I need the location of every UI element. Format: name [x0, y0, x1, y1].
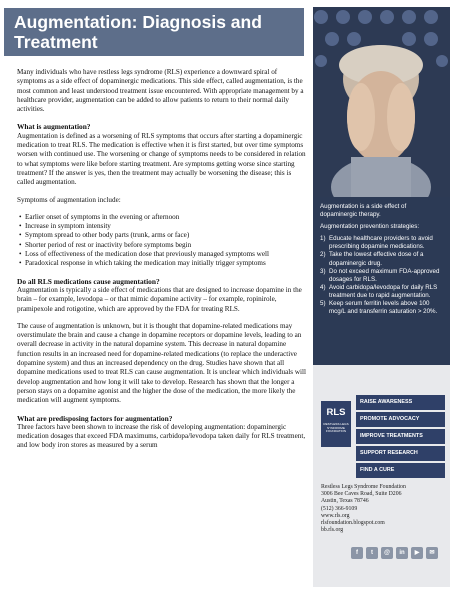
facebook-icon[interactable]: f [351, 547, 363, 559]
list-item [17, 250, 307, 259]
logo-subtext: RESTLESS LEGS SYNDROME FOUNDATION [323, 422, 349, 434]
list-item-text: Paradoxical response in which taking the medication may initially trigger symptoms [25, 259, 266, 268]
bullet-icon: • [19, 250, 22, 259]
action-promote-advocacy: PROMOTE ADVOCACY [356, 412, 445, 427]
action-raise-awareness: RAISE AWARENESS [356, 395, 445, 410]
photo-image [313, 7, 450, 197]
list-item [17, 231, 307, 240]
contact-address2: Austin, Texas 78746 [321, 498, 369, 505]
bullet-icon: • [19, 231, 22, 240]
callout-text [320, 203, 444, 316]
symptoms-list [17, 213, 307, 269]
intro-paragraph: Many individuals who have restless legs syndrome (RLS) experience a downward spiral of symptoms as a side effect of dopaminergic medications. This side effect, called augmentation, is the most common and least understood treatment issue encountered. With appropriate management by a healthcare provider, augmentation can be added to allow patients to return to their normal daily activities. [17, 68, 304, 114]
prevention-callout [313, 197, 450, 365]
strategy-text: Keep serum ferritin levels above 100 mcg/L and transferrin saturation > 20%. [329, 300, 438, 316]
list-item-text: Increase in symptom intensity [25, 222, 111, 231]
contact-address1: 3006 Bee Caves Road, Suite D206 [321, 491, 402, 498]
strategy-number: 1) [320, 235, 326, 243]
strategy-number: 2) [320, 251, 326, 259]
strategy-text: Educate healthcare providers to avoid prescribing dopamine medications. [329, 235, 433, 251]
strategy-item [320, 251, 444, 267]
logo-mark: RLS [326, 407, 346, 418]
strategy-text: Take the lowest effective dose of a dopaminergic drug. [329, 251, 424, 267]
youtube-icon[interactable]: ▶ [411, 547, 423, 559]
action-find-a-cure: FIND A CURE [356, 463, 445, 478]
email-icon[interactable]: ✉ [426, 547, 438, 559]
section-body-factors: Three factors have been shown to increase the risk of developing augmentation: dopaminergic medication dosages that exceed FDA maximums, carbidopa/levodopa taken daily for RLS treatment, and low body iron stores as measured by a serum [17, 422, 306, 450]
strategies-list [320, 235, 444, 316]
callout-lead: Augmentation is a side effect of dopaminergic therapy. [320, 203, 407, 219]
contact-blog-link[interactable]: rlsfoundation.blogspot.com [321, 520, 385, 527]
bullet-icon: • [19, 212, 22, 221]
sidebar [313, 7, 450, 587]
strategy-item [320, 284, 444, 300]
contact-forum-link[interactable]: bb.rls.org [321, 527, 344, 534]
contact-web-link[interactable]: www.rls.org [321, 512, 350, 519]
list-item [17, 222, 307, 231]
strategy-text: Avoid carbidopa/levodopa for daily RLS treatment due to rapid augmentation. [329, 283, 438, 299]
list-item-text: Earlier onset of symptoms in the evening or afternoon [25, 212, 180, 221]
photo-woman-hands-on-face [313, 7, 450, 197]
strategy-item [320, 268, 444, 284]
contact-phone: (512) 366-9109 [321, 505, 358, 512]
strategy-number: 4) [320, 283, 326, 291]
twitter-icon[interactable]: t [366, 547, 378, 559]
section-heading-what: What is augmentation? [17, 122, 91, 132]
section-heading-factors: What are predisposing factors for augmentation? [17, 413, 173, 423]
section-body-cause: The cause of augmentation is unknown, but it is thought that dopamine-related medications may overstimulate the brain and cause a change in dopamine receptors or dopamine levels, leading to an overall decrease in activity in the natural dopamine system. This decrease in natural dopamine function results in an increased need for dopamine-related medications (to replace the underactive dopamine system) and thus an increased dependency on the drug. Studies have shown that all dopamine medications used to treat RLS can cause augmentation. It is unclear which individuals will develop augmentation and how long it will take to develop. Research has shown that the longer a person stays on a dopamine agonist and the higher the dose of the medication, the more likely the medication will augment symptoms. [17, 321, 306, 405]
strategies-heading: Augmentation prevention strategies: [320, 223, 420, 231]
bullet-icon: • [19, 259, 22, 268]
page-title: Augmentation: Diagnosis and Treatment [14, 12, 262, 52]
strategy-item [320, 300, 444, 316]
action-support-research: SUPPORT RESEARCH [356, 446, 445, 461]
list-item [17, 213, 307, 222]
main-column [17, 68, 307, 459]
bullet-icon: • [19, 240, 22, 249]
list-item [17, 241, 307, 250]
list-item-text: Symptom spread to other body parts (trunk, arms or face) [25, 231, 190, 240]
strategy-number: 3) [320, 267, 326, 275]
linkedin-icon[interactable]: in [396, 547, 408, 559]
list-item-text: Shorter period of rest or inactivity before symptoms begin [25, 240, 192, 249]
instagram-icon[interactable]: @ [381, 547, 393, 559]
symptoms-intro: Symptoms of augmentation include: [17, 195, 121, 204]
section-heading-doall: Do all RLS medications cause augmentation? [17, 276, 160, 286]
title-banner [4, 8, 304, 56]
strategy-text: Do not exceed maximum FDA-approved dosages for RLS. [329, 267, 440, 283]
list-item [17, 259, 307, 268]
section-body-what: Augmentation is defined as a worsening of RLS symptoms that occurs after starting a dopaminergic medication to treat RLS. The medication is effective when it is first started, but over time symptoms worsen with continued use. The worsening or change of symptoms needs to be considered in relation to what symptoms were like before starting treatment. Are symptoms getting worse since starting treatment? If the answer is yes, then the treatment may actually be worsening the disease; this is called augmentation. [17, 131, 306, 187]
rls-foundation-logo [321, 401, 351, 447]
section-body-doall: Augmentation is typically a side effect of medications that are designed to increase dopamine in the brain – for example, levodopa – or that mimic dopamine activity – for example, ropinirole, pramipexole and rotigotine, which are approved by the FDA for treating RLS. [17, 285, 302, 313]
list-item-text: Loss of effectiveness of the medication dose that previously managed symptoms well [25, 250, 269, 259]
action-improve-treatments: IMPROVE TREATMENTS [356, 429, 445, 444]
social-icons [351, 547, 438, 559]
strategy-item [320, 235, 444, 251]
strategy-number: 5) [320, 300, 326, 308]
contact-org: Restless Legs Syndrome Foundation [321, 484, 406, 490]
bullet-icon: • [19, 222, 22, 231]
contact-block [321, 484, 446, 534]
